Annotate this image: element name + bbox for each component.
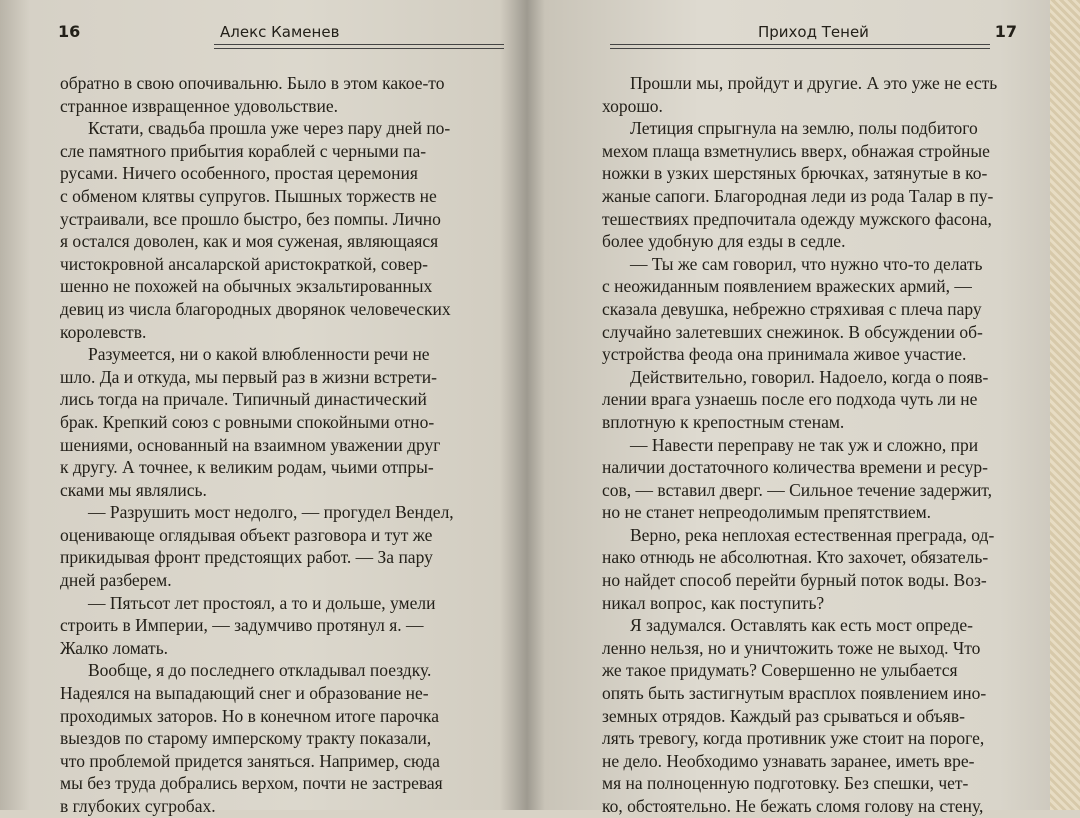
text-line: мы без труда добрались верхом, почти не застревая (60, 773, 443, 794)
text-line: тешествиях предпочитала одежду мужского фасона, (602, 208, 992, 229)
text-line: сказала девушка, небрежно стряхивая с плеча пару (602, 298, 982, 319)
text-line: брак. Крепкий союз с ровными спокойными отно- (60, 411, 435, 432)
text-line: земных отрядов. Каждый раз срываться и объяв- (602, 705, 965, 726)
text-line: шенно не похожей на обычных экзальтированных (60, 276, 433, 297)
text-line: устройства феода она принимала живое участие. (602, 344, 967, 365)
text-line: обратно в свою опочивальню. Было в этом какое-то (60, 73, 445, 93)
left-header-rule (214, 44, 504, 49)
text-line: шло. Да и откуда, мы первый раз в жизни встрети- (60, 366, 437, 387)
text-line: я остался доволен, как и моя суженая, являющаяся (60, 231, 439, 252)
text-line: проходимых заторов. Но в конечном итоге парочка (60, 705, 439, 726)
text-line: к другу. А точнее, к великим родам, чьими отпры- (60, 457, 434, 478)
text-line: ко, обстоятельно. Не бежать сломя голову на стену, (602, 796, 984, 816)
text-line: более удобную для езды в седле. (602, 231, 846, 252)
text-line: случайно залетевших снежинок. В обсуждении об- (602, 321, 983, 342)
right-body-text (602, 72, 1022, 818)
text-line: Жалко ломать. (60, 637, 169, 658)
text-line: — Ты же сам говорил, что нужно что-то делать (630, 253, 983, 274)
text-line: лись тогда на причале. Типичный династический (60, 389, 427, 410)
left-running-header (40, 20, 508, 52)
text-line: дней разберем. (60, 570, 172, 591)
text-line: девиц из числа благородных дворянок человеческих (60, 298, 451, 319)
text-line: чистокровной ансаларской аристократкой, совер- (60, 253, 428, 274)
text-line: но не станет непреодолимым препятствием. (602, 502, 932, 523)
text-line: — Разрушить мост недолго, — прогудел Вендел, (88, 502, 454, 523)
right-page (580, 0, 1025, 816)
text-line: оценивающе оглядывая объект разговора и тут же (60, 524, 433, 545)
text-line: ленно нельзя, но и уничтожить тоже не выход. Что (602, 637, 981, 658)
text-line: жаные сапоги. Благородная леди из рода Талар в пу- (602, 185, 994, 206)
right-page-number: 17 (994, 22, 1017, 41)
text-line: королевств. (60, 321, 147, 342)
text-line: странное извращенное удовольствие. (60, 95, 338, 116)
left-header-title: Алекс Каменев (220, 23, 340, 41)
text-line: Вообще, я до последнего откладывал поездку. (88, 660, 432, 681)
text-line: Действительно, говорил. Надоело, когда о появ- (630, 366, 989, 387)
text-line: лять тревогу, когда противник уже стоит на пороге, (602, 728, 985, 749)
text-line: устраивали, все прошло быстро, без помпы. Лично (60, 208, 441, 229)
desk-surface (1050, 0, 1080, 810)
text-line: прикидывая фронт предстоящих работ. — За пару (60, 547, 433, 568)
text-line: сле памятного прибытия кораблей с черными па- (60, 140, 427, 161)
text-line: выездов по старому имперскому тракту показали, (60, 728, 432, 749)
right-header-rule (610, 44, 990, 49)
text-line: с неожиданным появлением вражеских армий, — (602, 276, 972, 297)
text-line: — Навести переправу не так уж и сложно, при (630, 434, 979, 455)
text-line: мехом плаща взметнулись вверх, обнажая стройные (602, 140, 990, 161)
text-line: вплотную к крепостным стенам. (602, 411, 845, 432)
right-header-title: Приход Теней (758, 23, 869, 41)
left-page (40, 0, 508, 816)
text-line: в глубоких сугробах. (60, 796, 216, 816)
text-line: с обменом клятвы супругов. Пышных торжеств не (60, 185, 437, 206)
text-line: наличии достаточного количества времени и ресур- (602, 457, 988, 478)
text-line: русами. Ничего особенного, простая церемония (60, 163, 418, 184)
text-line: что проблемой придется заняться. Например, сюда (60, 750, 440, 771)
text-line: хорошо. (602, 95, 663, 116)
text-line: Разумеется, ни о какой влюбленности речи не (88, 344, 430, 365)
text-line: опять быть застигнутым врасплох появлением ино- (602, 683, 987, 704)
text-line: строить в Империи, — задумчиво протянул я. — (60, 615, 424, 636)
left-page-number: 16 (58, 22, 81, 41)
text-line: шениями, основанный на взаимном уважении друг (60, 434, 441, 455)
text-line: мя на полноценную подготовку. Без спешки, чет- (602, 773, 969, 794)
text-line: Летиция спрыгнула на землю, полы подбитого (630, 118, 978, 139)
text-line: сов, — вставил дверг. — Сильное течение задержит, (602, 479, 993, 500)
text-line: Я задумался. Оставлять как есть мост опреде- (630, 615, 973, 636)
text-line: Прошли мы, пройдут и другие. А это уже не есть (630, 73, 998, 93)
text-line: но найдет способ перейти бурный поток воды. Воз- (602, 570, 987, 591)
text-line: Надеялся на выпадающий снег и образование не- (60, 683, 429, 704)
text-line: сками мы являлись. (60, 479, 207, 500)
text-line: же такое придумать? Совершенно не улыбается (602, 660, 958, 681)
text-line: Верно, река неплохая естественная преграда, од- (630, 524, 995, 545)
left-body-text (60, 72, 505, 818)
text-line: не дело. Необходимо узнавать заранее, иметь вре- (602, 750, 975, 771)
text-line: лении врага узнаешь после его подхода чуть ли не (602, 389, 978, 410)
text-line: никал вопрос, как поступить? (602, 592, 825, 613)
text-line: Кстати, свадьба прошла уже через пару дней по- (88, 118, 451, 139)
text-line: — Пятьсот лет простоял, а то и дольше, умели (88, 592, 436, 613)
right-running-header (580, 20, 1025, 52)
text-line: нако отнюдь не абсолютная. Кто захочет, обязатель- (602, 547, 989, 568)
text-line: ножки в узких шерстяных брючках, затянутые в ко- (602, 163, 988, 184)
